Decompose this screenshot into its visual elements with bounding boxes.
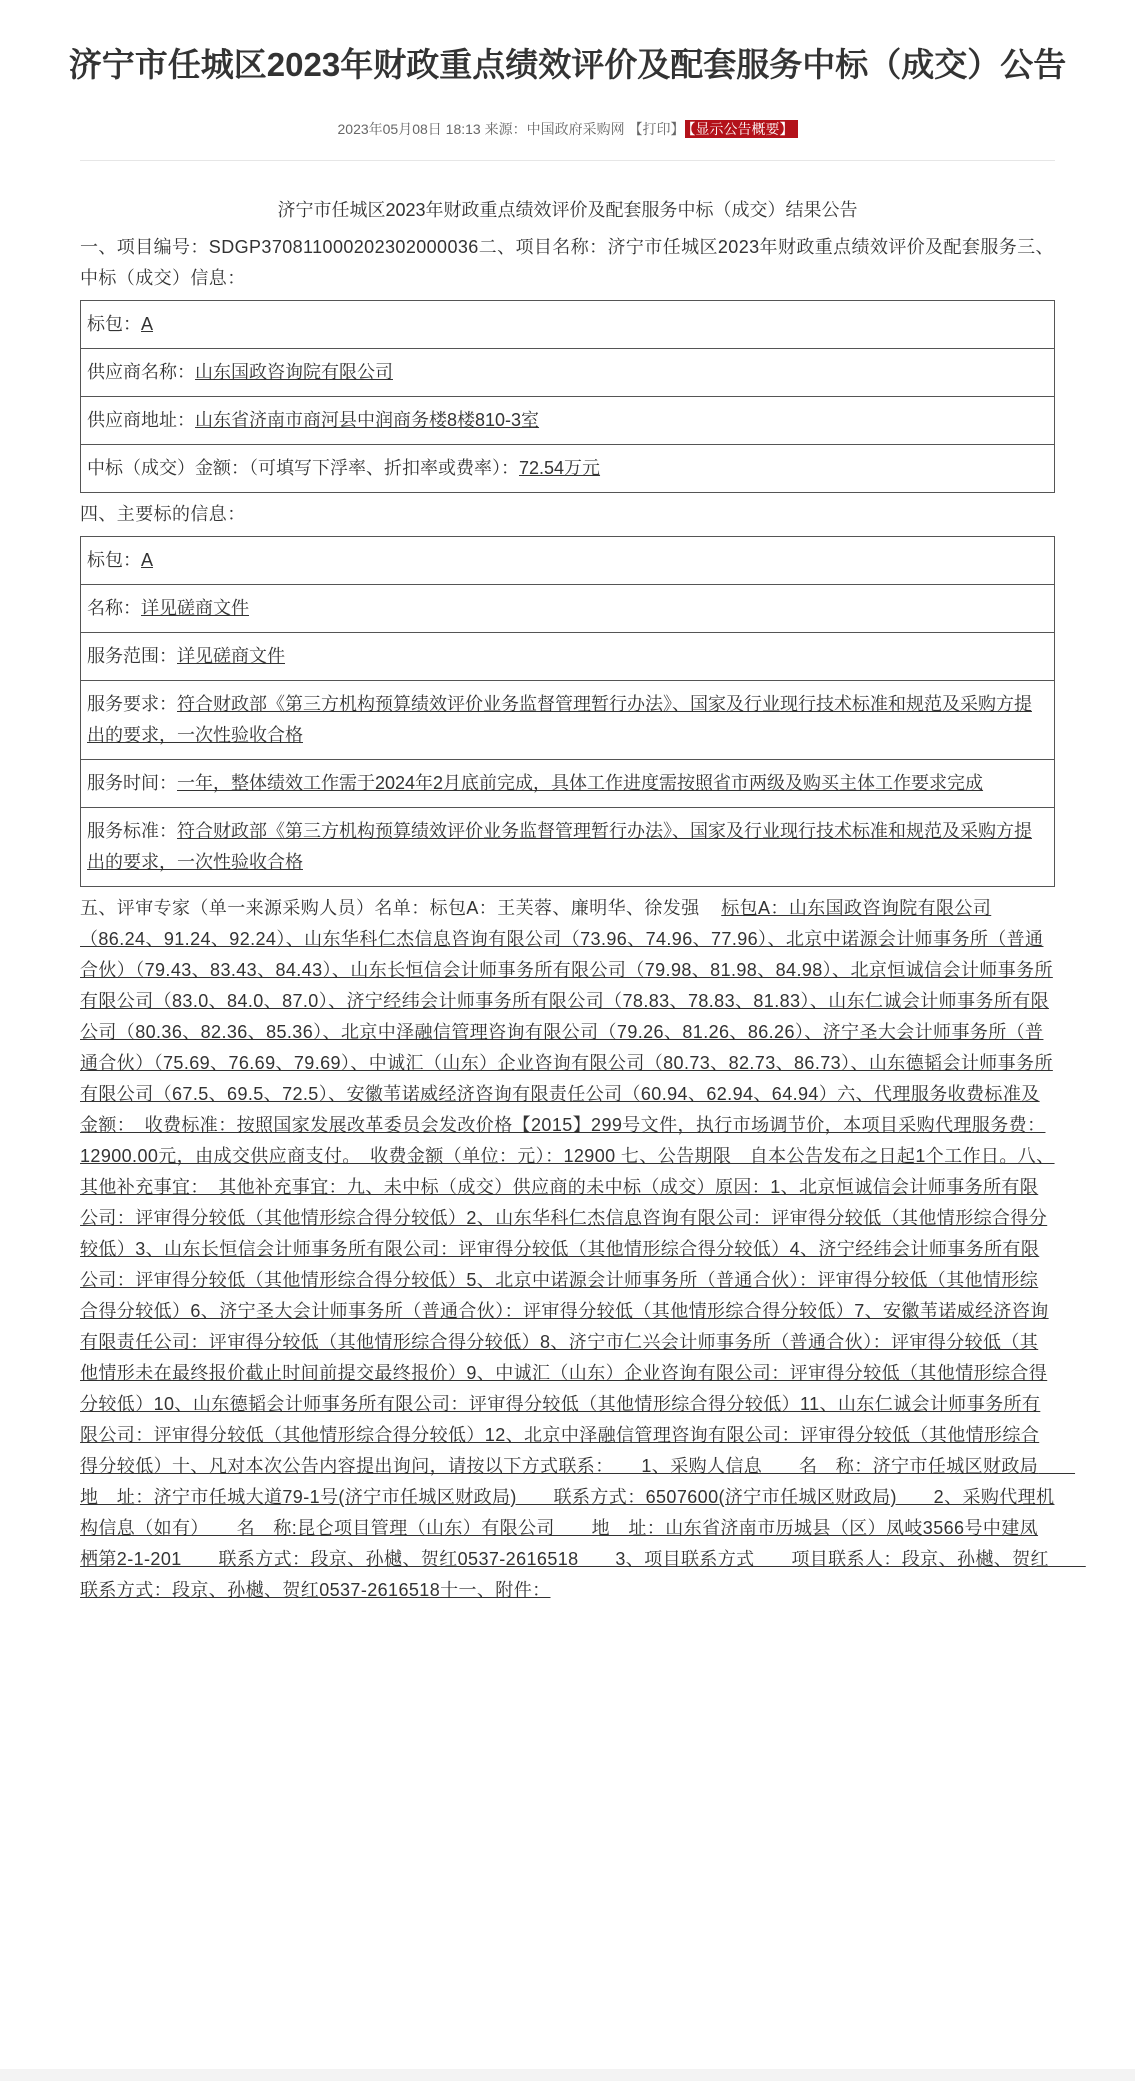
field-value: 山东国政咨询院有限公司 (195, 362, 393, 382)
field-value: 符合财政部《第三方机构预算绩效评价业务监督管理暂行办法》、国家及行业现行技术标准和规范及采购方提出的要求，一次性验收合格 (87, 821, 1032, 872)
field-label: 服务标准： (87, 821, 177, 841)
main-subject-heading: 四、主要标的信息： (80, 504, 246, 524)
subject-row (81, 760, 1055, 808)
print-link[interactable]: 【打印】 (628, 121, 685, 137)
subject-row-cell (81, 681, 1055, 760)
award-row-cell (81, 349, 1055, 397)
subject-row (81, 633, 1055, 681)
field-label: 服务时间： (87, 773, 177, 793)
field-label: 服务范围： (87, 646, 177, 666)
field-label: 标包： (87, 314, 141, 334)
subject-row-cell (81, 633, 1055, 681)
subject-row (81, 537, 1055, 585)
field-value: 详见磋商文件 (141, 598, 249, 618)
award-row (81, 445, 1055, 493)
subject-row-cell (81, 585, 1055, 633)
subject-row-cell (81, 537, 1055, 585)
experts-list: 五、评审专家（单一来源采购人员）名单：标包A：王芙蓉、廉明华、徐发强 (80, 898, 700, 918)
subject-row-cell (81, 808, 1055, 887)
field-value: A (141, 550, 154, 570)
source-label: 来源： (484, 121, 527, 137)
subject-row (81, 681, 1055, 760)
field-value: 详见磋商文件 (177, 646, 285, 666)
subject-row (81, 585, 1055, 633)
field-label: 名称： (87, 598, 141, 618)
subject-row (81, 808, 1055, 887)
header-divider (80, 160, 1055, 161)
meta-line (0, 118, 1135, 140)
field-label: 中标（成交）金额：（可填写下浮率、折扣率或费率）： (87, 458, 519, 478)
page-title: 济宁市任城区2023年财政重点绩效评价及配套服务中标（成交）公告 (68, 46, 1067, 83)
field-value: 山东省济南市商河县中润商务楼8楼810-3室 (195, 410, 540, 430)
scores-and-contact-text: 标包A：山东国政咨询院有限公司（86.24、91.24、92.24）、山东华科仁杰信息咨询有限公司（73.96、74.96、77.96）、北京中诺源会计师事务所（普通合伙）（79.43、83.43、84.43）、山东长恒信会计师事务所有限公司（79.98、81.98、84.98）、北京恒诚信会计师事务所有限公司（83.0、84.0、87.0）、济宁经纬会计师事务所有限公司（78.83、78.83、81.83）、山东仁诚会计师事务所有限公司（80.36、82.36、85.36）、北京中泽融信管理咨询有限公司（79.26、81.26、86.26）、济宁圣大会计师事务所（普通合伙）（75.69、76.69、79.69）、中诚汇（山东）企业咨询有限公司（80.73、82.73、86.73）、山东德韬会计师事务所有限公司（67.5、69.5、72.5）、安徽苇诺威经济咨询有限责任公司（60.94、62.94、64.94）六、代理服务收费标准及金额： 收费标准：按照国家发展改革委员会发改价格【2015】299号文件，执行市场调节价，本项目采购代理服务费：12900.00元，由成交供应商支付。 收费金额（单位：元）：12900 七、公告期限 自本公告发布之日起1个工作日。八、其他补充事宜： 其他补充事宜：九、未中标（成交）供应商的未中标（成交）原因：1、北京恒诚信会计师事务所有限公司：评审得分较低（其他情形综合得分较低）2、山东华科仁杰信息咨询有限公司：评审得分较低（其他情形综合得分较低）3、山东长恒信会计师事务所有限公司：评审得分较低（其他情形综合得分较低）4、济宁经纬会计师事务所有限公司：评审得分较低（其他情形综合得分较低）5、北京中诺源会计师事务所（普通合伙）：评审得分较低（其他情形综合得分较低）6、济宁圣大会计师事务所（普通合伙）：评审得分较低（其他情形综合得分较低）7、安徽苇诺威经济咨询有限责任公司：评审得分较低（其他情形综合得分较低）8、济宁市仁兴会计师事务所（普通合伙）：评审得分较低（其他情形未在最终报价截止时间前提交最终报价）9、中诚汇（山东）企业咨询有限公司：评审得分较低（其他情形综合得分较低）10、山东德韬会计师事务所有限公司：评审得分较低（其他情形综合得分较低）11、山东仁诚会计师事务所有限公司：评审得分较低（其他情形综合得分较低）12、北京中泽融信管理咨询有限公司：评审得分较低（其他情形综合得分较低）十、凡对本次公告内容提出询问，请按以下方式联系： 1、采购人信息 名 称：济宁市任城区财政局 地 址：济宁市任城大道79-1号(济宁市任城区财政局) 联系方式：6507600(济宁市任城区财政局) 2、采购代理机构信息（如有） 名 称:昆仑项目管理（山东）有限公司 地 址：山东省济南市历城县（区）凤岐3566号中建凤栖第2-1-201 联系方式：段京、孙樾、贺红0537-2616518 3、项目联系方式 项目联系人：段京、孙樾、贺红 联系方式：段京、孙樾、贺红0537-2616518十一、附件： (80, 898, 1086, 1600)
field-label: 服务要求： (87, 694, 177, 714)
source-link[interactable]: 中国政府采购网 (526, 121, 625, 137)
experts-and-remaining-info (80, 893, 1086, 1606)
award-row-cell (81, 301, 1055, 349)
field-label: 标包： (87, 550, 141, 570)
page-bottom-bar (0, 2069, 1135, 2081)
project-info: 一、项目编号：SDGP370811000202302000036二、项目名称：济宁市任城区2023年财政重点绩效评价及配套服务三、中标（成交）信息： (80, 237, 1054, 288)
field-value: A (141, 314, 154, 334)
field-value: 一年，整体绩效工作需于2024年2月底前完成，具体工作进度需按照省市两级及购买主体工作要求完成 (177, 773, 984, 793)
main-subject-table (80, 536, 1055, 887)
award-row-cell (81, 397, 1055, 445)
show-summary-button[interactable]: 【显示公告概要】 (685, 120, 798, 138)
award-row (81, 349, 1055, 397)
field-value: 72.54万元 (519, 458, 601, 478)
field-label: 供应商地址： (87, 410, 195, 430)
publish-datetime: 2023年05月08日 18:13 (337, 121, 481, 137)
announcement-body (80, 195, 1086, 1606)
award-row (81, 301, 1055, 349)
subject-row-cell (81, 760, 1055, 808)
field-value: 符合财政部《第三方机构预算绩效评价业务监督管理暂行办法》、国家及行业现行技术标准和规范及采购方提出的要求，一次性验收合格 (87, 694, 1032, 745)
award-info-table (80, 300, 1055, 493)
notice-subtitle: 济宁市任城区2023年财政重点绩效评价及配套服务中标（成交）结果公告 (277, 200, 858, 220)
field-label: 供应商名称： (87, 362, 195, 382)
award-row-cell (81, 445, 1055, 493)
award-row (81, 397, 1055, 445)
